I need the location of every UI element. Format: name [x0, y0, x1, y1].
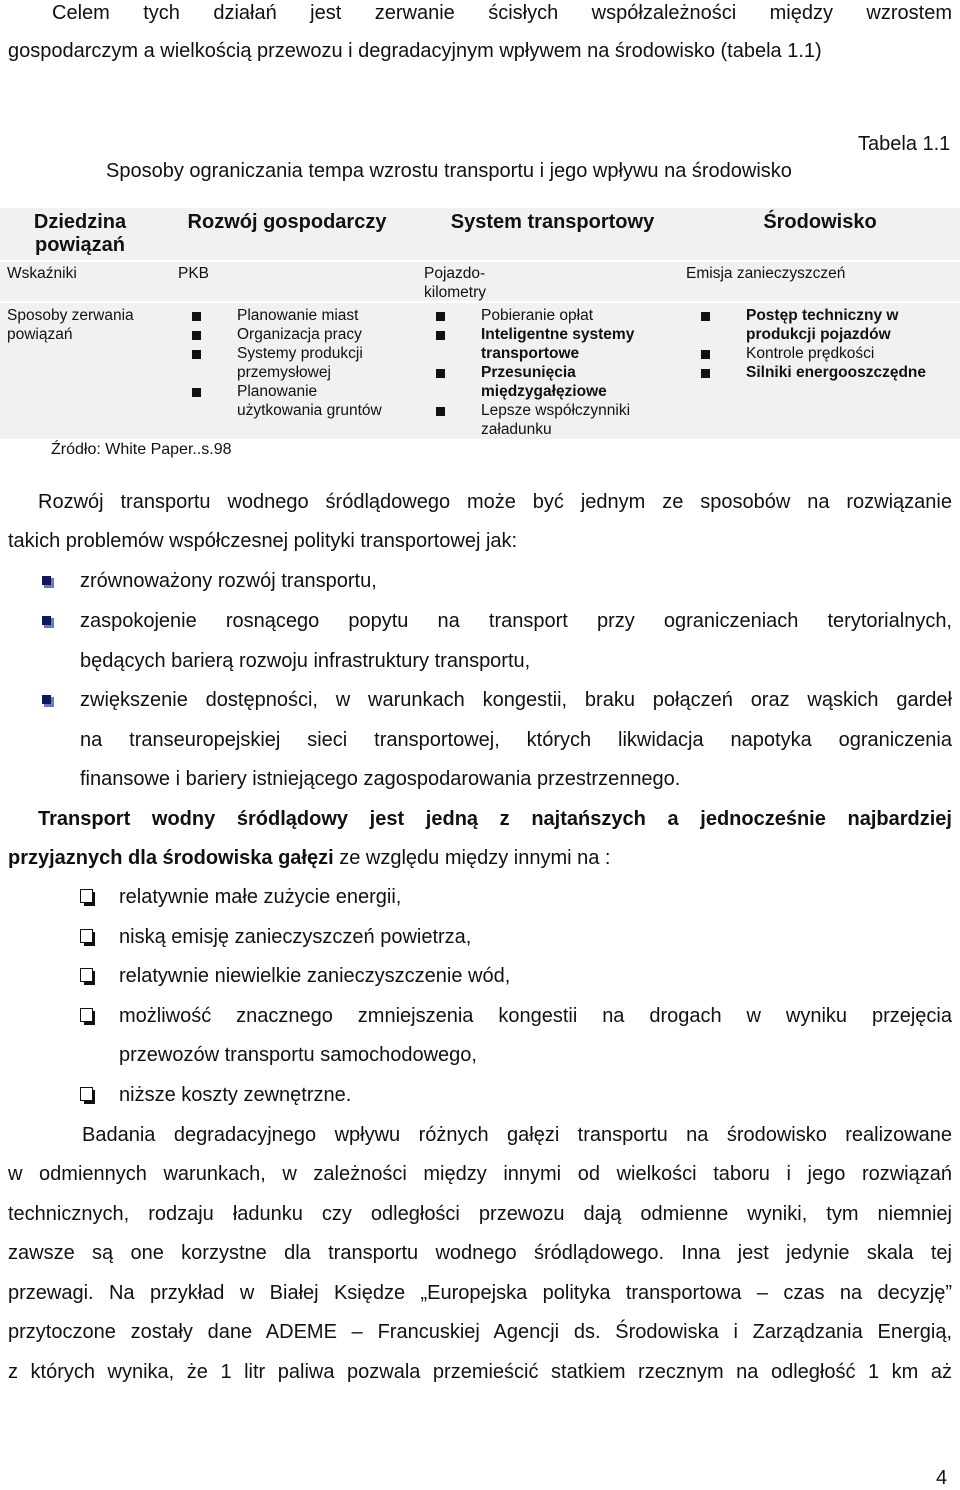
table-title: Sposoby ograniczania tempa wzrostu transportu i jego wpływu na środowisko — [106, 160, 792, 182]
para1-line-2: takich problemów współczesnej polityki transportowej jak: — [8, 530, 518, 552]
economy-item: Planowanie użytkowania gruntów — [237, 383, 382, 419]
bullet-icon — [436, 369, 445, 378]
list2-item: relatywnie małe zużycie energii, — [119, 886, 402, 908]
indicators-economy: PKB — [178, 265, 210, 282]
list2-item: relatywnie niewielkie zanieczyszczenie wód, — [119, 965, 511, 987]
checkbox-bullet-icon — [80, 1085, 104, 1107]
bullet-icon — [701, 312, 710, 321]
header-rozwoj: Rozwój gospodarczy — [187, 211, 387, 233]
indicators-transport: Pojazdo-kilometry — [424, 265, 487, 301]
bullet-icon — [436, 407, 445, 416]
list1-item-cont: na transeuropejskiej sieci transportowej, których likwidacja napotyka ograniczenia — [80, 729, 952, 751]
para3-line: w odmiennych warunkach, w zależności między innymi od wielkości taboru i jego rozwiązań — [8, 1163, 952, 1185]
bullet-icon — [436, 312, 445, 321]
list2-item: niską emisję zanieczyszczeń powietrza, — [119, 926, 472, 948]
list1-item: zwiększenie dostępności, w warunkach kongestii, braku połączeń oraz wąskich gardeł — [80, 689, 952, 711]
economy-item: Planowanie miast — [237, 307, 359, 324]
para3-line: przytoczone zostały dane ADEME – Francuskiej Agencji ds. Środowiska i Zarządzania Energią, — [8, 1321, 952, 1343]
list1-item-cont: finansowe i bariery istniejącego zagospodarowania przestrzennego. — [80, 768, 681, 790]
methods-label: Sposoby zerwania powiązań — [7, 307, 134, 343]
para3-line: zawsze są one korzystne dla transportu wodnego śródlądowego. Inna jest jedynie skala tej — [8, 1242, 952, 1264]
table-row-indicators — [0, 262, 960, 301]
para3-line: Badania degradacyjnego wpływu różnych gałęzi transportu na środowisko realizowane — [82, 1124, 952, 1146]
environment-item: Postęp techniczny w produkcji pojazdów — [746, 307, 899, 343]
header-srodowisko: Środowisko — [763, 211, 877, 233]
transport-item: Przesunięcia międzygałęziowe — [481, 364, 607, 400]
checkbox-bullet-icon — [80, 966, 104, 988]
para2-rest: ze względu między innymi na : — [333, 847, 611, 869]
intro-line-1: Celem tych działań jest zerwanie ścisłych współzależności między wzrostem — [52, 2, 952, 24]
bullet-icon — [192, 350, 201, 359]
table-label: Tabela 1.1 — [858, 133, 951, 155]
para1-line-1: Rozwój transportu wodnego śródlądowego może być jednym ze sposobów na rozwiązanie — [38, 491, 952, 513]
square-bullet-icon — [42, 695, 54, 707]
list2-item: niższe koszty zewnętrzne. — [119, 1084, 352, 1106]
page-number: 4 — [936, 1467, 948, 1489]
intro-line-2: gospodarczym a wielkością przewozu i degradacyjnym wpływem na środowisko (tabela 1.1) — [8, 40, 822, 62]
checkbox-bullet-icon — [80, 927, 104, 949]
indicators-label: Wskaźniki — [7, 265, 77, 282]
checkbox-bullet-icon — [80, 1006, 104, 1028]
bullet-icon — [192, 388, 201, 397]
bullet-icon — [192, 331, 201, 340]
bullet-icon — [436, 331, 445, 340]
bullet-icon — [192, 312, 201, 321]
list1-item-cont: będących barierą rozwoju infrastruktury transportu, — [80, 650, 531, 672]
para3-line: technicznych, rodzaju ładunku czy odległości przewozu dają odmienne wyniki, tym niemniej — [8, 1203, 952, 1225]
indicators-environment: Emisja zanieczyszczeń — [686, 265, 846, 282]
table-source: Źródło: White Paper..s.98 — [51, 441, 232, 458]
economy-item: Systemy produkcji przemysłowej — [237, 345, 363, 381]
square-bullet-icon — [42, 616, 54, 628]
bullet-icon — [701, 369, 710, 378]
list2-item-cont: przewozów transportu samochodowego, — [119, 1044, 477, 1066]
transport-item: Pobieranie opłat — [481, 307, 594, 324]
table-header-row — [0, 208, 960, 260]
transport-item: Lepsze współczynniki załadunku — [481, 402, 631, 438]
para2-line-1: Transport wodny śródlądowy jest jedną z najtańszych a jednocześnie najbardziej — [38, 808, 952, 830]
square-bullet-icon — [42, 576, 54, 588]
list1-item: zrównoważony rozwój transportu, — [80, 570, 377, 592]
header-dziedzina: Dziedzina powiązań — [33, 211, 127, 256]
table-row-methods — [0, 303, 960, 439]
para2-line-2 — [8, 847, 610, 870]
bullet-icon — [701, 350, 710, 359]
economy-item: Organizacja pracy — [237, 326, 362, 343]
para3-line: z których wynika, że 1 litr paliwa pozwala przemieścić statkiem rzecznym na odległość 1 km aż — [8, 1361, 952, 1383]
environment-item: Kontrole prędkości — [746, 345, 875, 362]
checkbox-bullet-icon — [80, 887, 104, 909]
list2-item: możliwość znacznego zmniejszenia kongestii na drogach w wyniku przejęcia — [119, 1005, 952, 1027]
para2-bold: przyjaznych dla środowiska gałęzi — [8, 847, 334, 869]
transport-item: Inteligentne systemy transportowe — [481, 326, 635, 362]
list1-item: zaspokojenie rosnącego popytu na transport przy ograniczeniach terytorialnych, — [80, 610, 952, 632]
environment-item: Silniki energooszczędne — [746, 364, 927, 381]
header-system: System transportowy — [450, 211, 655, 233]
para3-line: przewagi. Na przykład w Białej Księdze „Europejska polityka transportowa – czas na decyzję” — [8, 1282, 952, 1304]
